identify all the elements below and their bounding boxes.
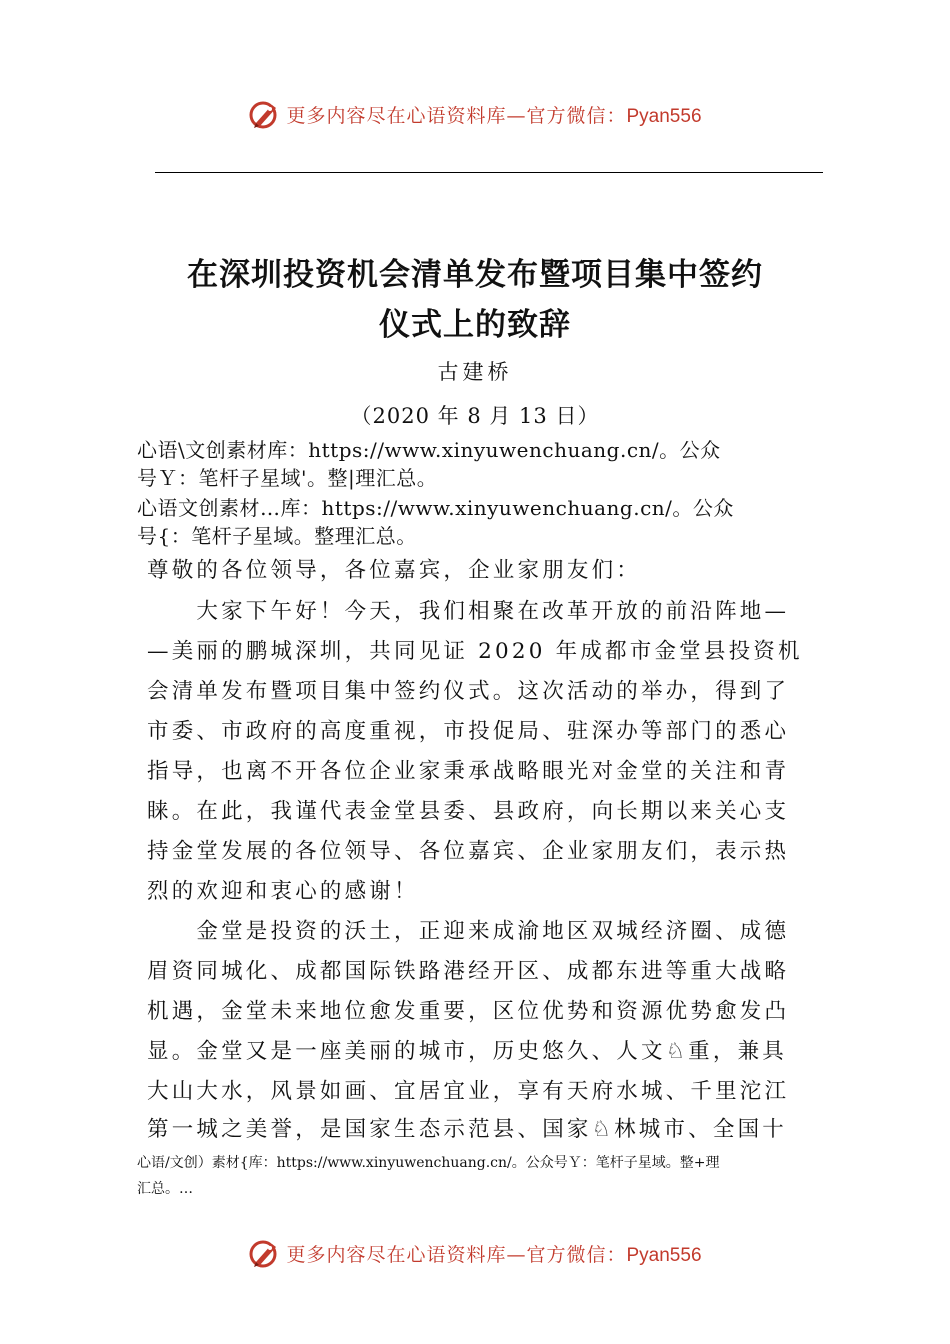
header-divider bbox=[155, 172, 823, 173]
speech-date: （2020 年 8 月 13 日） bbox=[350, 404, 600, 428]
paragraph-line: 大家下午好！今天，我们相聚在改革开放的前沿阵地— bbox=[147, 599, 790, 624]
watermark-note: 心语文创素材…库：https://www.xinyuwenchuang.cn/。公众 bbox=[137, 496, 734, 520]
footnote-line-1: 心语/文创）素材{库：https://www.xinyuwenchuang.cn/。公众号Ｙ：笔杆子星域。整+理 bbox=[137, 1155, 720, 1171]
header-wechat-id: Pyan556 bbox=[626, 105, 702, 127]
header-banner bbox=[0, 94, 950, 134]
footer-brand-prefix: 更多内容尽在心语资料库—官方微信： bbox=[286, 1243, 627, 1266]
paragraph-line: 大山大水，风景如画、宜居宜业，享有天府水城、千里沱江 bbox=[147, 1079, 790, 1104]
footer-brand-text bbox=[286, 1240, 701, 1267]
header-brand-prefix: 更多内容尽在心语资料库—官方微信： bbox=[286, 104, 627, 127]
paragraph-line: 持金堂发展的各位领导、各位嘉宾、企业家朋友们，表示热 bbox=[147, 839, 790, 864]
footer-banner bbox=[0, 1233, 950, 1273]
paragraph-line: 眉资同城化、成都国际铁路港经开区、成都东进等重大战略 bbox=[147, 959, 790, 984]
watermark-note: 号{：笔杆子星域。整理汇总。 bbox=[137, 524, 417, 548]
watermark-note: 号Ｙ：笔杆子星域'。整|理汇总。 bbox=[137, 466, 438, 490]
paragraph-line: 显。金堂又是一座美丽的城市，历史悠久、人文♘重，兼具 bbox=[147, 1039, 787, 1064]
paragraph-line: 烈的欢迎和衷心的感谢！ bbox=[147, 879, 419, 904]
page-title bbox=[0, 250, 950, 350]
salutation: 尊敬的各位领导，各位嘉宾，企业家朋友们： bbox=[147, 558, 642, 583]
paragraph-line: —美丽的鹏城深圳，共同见证 2020 年成都市金堂县投资机 bbox=[147, 639, 803, 664]
title-line-1: 在深圳投资机会清单发布暨项目集中签约 bbox=[187, 257, 763, 293]
title-line-2: 仪式上的致辞 bbox=[379, 307, 571, 343]
watermark-note: 心语\文创素材库：https://www.xinyuwenchuang.cn/。公众 bbox=[137, 438, 721, 462]
author: 古建桥 bbox=[437, 360, 513, 384]
pen-logo-icon bbox=[248, 1236, 282, 1270]
pen-logo-icon bbox=[248, 97, 282, 131]
paragraph-line: 指导，也离不开各位企业家秉承战略眼光对金堂的关注和青 bbox=[147, 759, 790, 784]
paragraph-line: 市委、市政府的高度重视，市投促局、驻深办等部门的悉心 bbox=[147, 719, 790, 744]
paragraph-line: 会清单发布暨项目集中签约仪式。这次活动的举办，得到了 bbox=[147, 679, 790, 704]
footnote-line-2: 汇总。… bbox=[137, 1181, 193, 1197]
paragraph-line: 机遇，金堂未来地位愈发重要，区位优势和资源优势愈发凸 bbox=[147, 999, 790, 1024]
paragraph-line: 金堂是投资的沃土，正迎来成渝地区双城经济圈、成德 bbox=[147, 919, 790, 944]
paragraph-line: 第一城之美誉，是国家生态示范县、国家♘林城市、全国十 bbox=[147, 1117, 787, 1142]
header-brand-text bbox=[286, 101, 701, 128]
paragraph-line: 睐。在此，我谨代表金堂县委、县政府，向长期以来关心支 bbox=[147, 799, 790, 824]
footer-wechat-id: Pyan556 bbox=[626, 1244, 702, 1266]
